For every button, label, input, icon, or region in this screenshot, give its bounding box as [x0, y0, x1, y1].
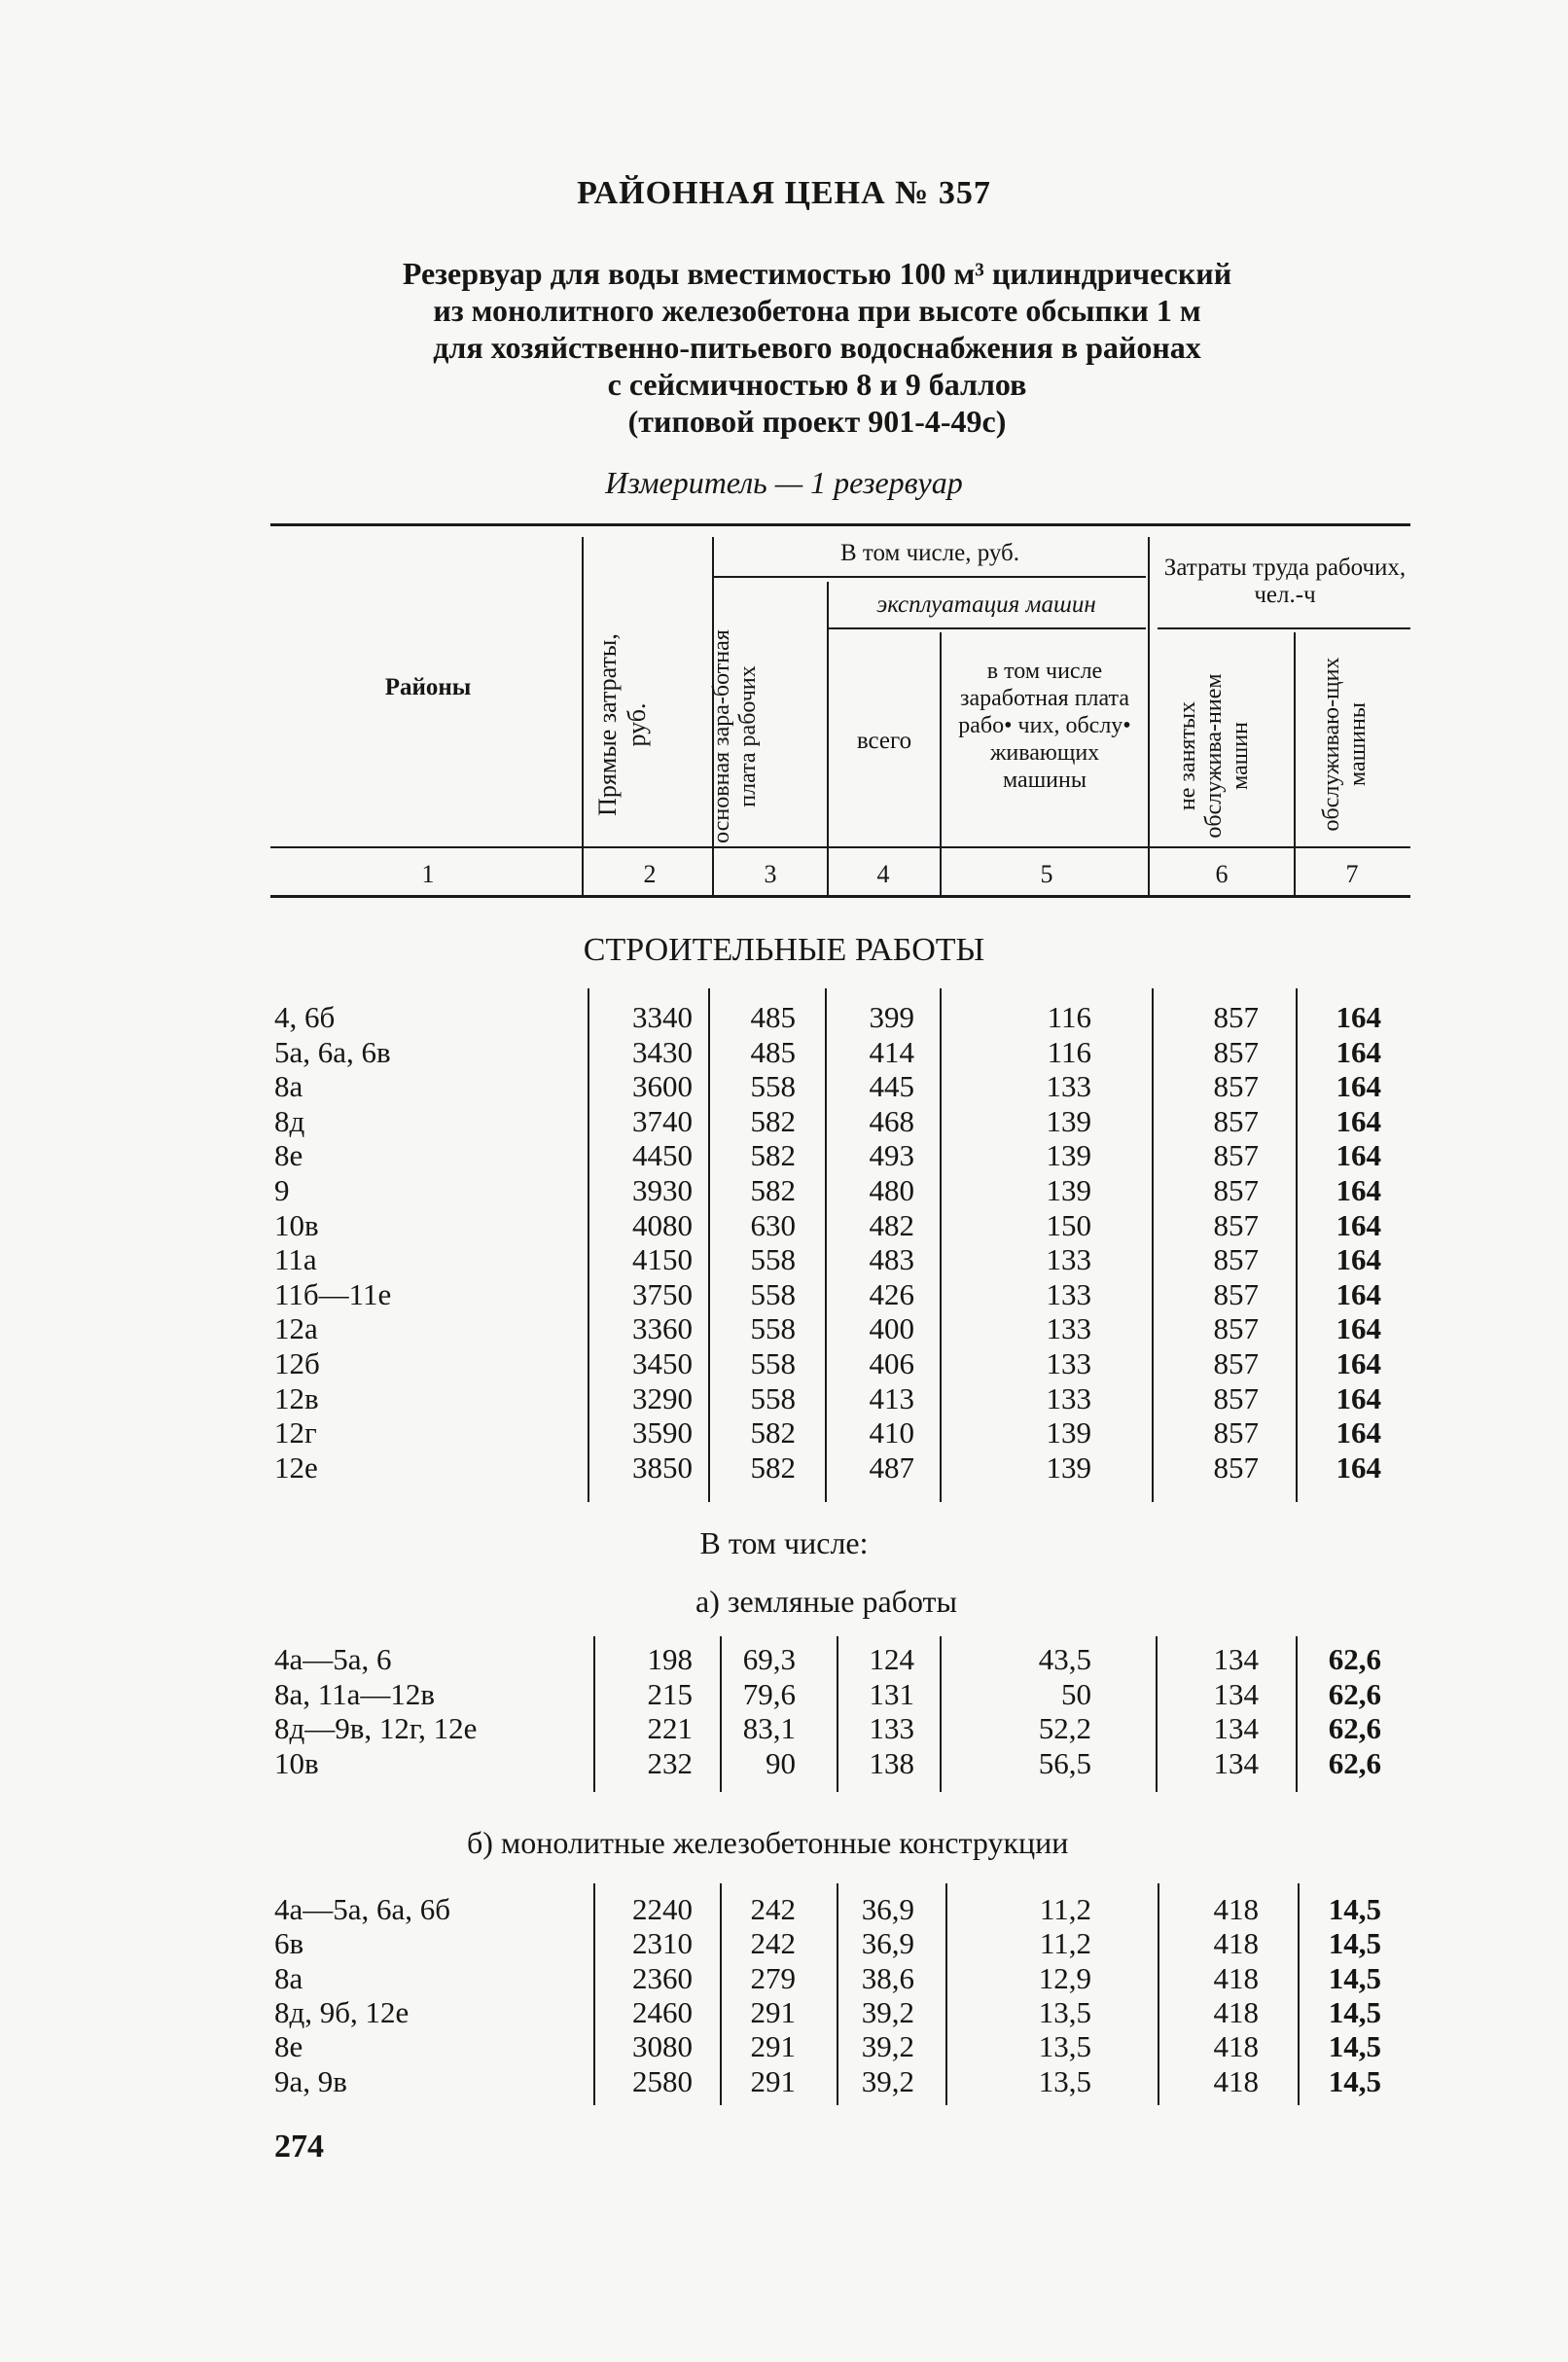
machines-total-cell: 483 [869, 1242, 914, 1277]
labor-machines-cell: 14,5 [1328, 1926, 1381, 1961]
page-number: 274 [274, 2129, 324, 2165]
machine-wage-cell: 133 [1046, 1380, 1091, 1415]
base-wage-cell: 69,3 [742, 1642, 796, 1676]
direct-costs-cell: 4150 [632, 1242, 693, 1277]
labor-not-machines-cell: 857 [1213, 1034, 1259, 1069]
machine-wage-cell: 13,5 [1038, 2063, 1091, 2098]
labor-not-machines-cell: 134 [1213, 1676, 1259, 1711]
machines-total-cell: 38,6 [861, 1960, 914, 1995]
labor-not-machines-cell: 857 [1213, 1449, 1259, 1485]
direct-costs-cell: 215 [647, 1676, 693, 1711]
table-row [0, 1242, 1568, 1276]
region-cell: 12е [274, 1449, 318, 1485]
labor-machines-cell: 164 [1336, 1276, 1381, 1311]
machines-total-cell: 445 [869, 1069, 914, 1104]
base-wage-cell: 242 [750, 1926, 796, 1961]
direct-costs-cell: 3360 [632, 1311, 693, 1346]
direct-costs-cell: 232 [647, 1745, 693, 1780]
region-cell: 9а, 9в [274, 2063, 347, 2098]
labor-machines-cell: 62,6 [1328, 1642, 1381, 1676]
base-wage-cell: 279 [750, 1960, 796, 1995]
labor-not-machines-cell: 857 [1213, 1276, 1259, 1311]
header-machine-wage: в том числе заработная плата рабо• чих, обслу• живающих машины [958, 659, 1131, 793]
direct-costs-cell: 2460 [632, 1994, 693, 2029]
labor-not-machines-cell: 418 [1213, 2063, 1259, 2098]
base-wage-cell: 582 [750, 1138, 796, 1173]
labor-machines-cell: 62,6 [1328, 1745, 1381, 1780]
machine-wage-cell: 133 [1046, 1276, 1091, 1311]
direct-costs-cell: 2360 [632, 1960, 693, 1995]
direct-costs-cell: 3740 [632, 1103, 693, 1138]
labor-machines-cell: 62,6 [1328, 1676, 1381, 1711]
labor-not-machines-cell: 134 [1213, 1745, 1259, 1780]
machine-wage-cell: 116 [1047, 1034, 1091, 1069]
group-labor-rule [1158, 627, 1410, 629]
machines-total-cell: 39,2 [861, 2029, 914, 2064]
base-wage-cell: 90 [766, 1745, 796, 1780]
column-number: 7 [1345, 860, 1359, 888]
table-row [0, 1208, 1568, 1242]
direct-costs-cell: 3340 [632, 1000, 693, 1034]
table-row [0, 1277, 1568, 1311]
base-wage-cell: 582 [750, 1415, 796, 1450]
base-wage-cell: 558 [750, 1346, 796, 1380]
labor-not-machines-cell: 857 [1213, 1346, 1259, 1380]
table-row [0, 1926, 1568, 1960]
header-base-wage: основная зара-ботная плата рабочих [709, 629, 761, 843]
machines-total-cell: 406 [869, 1346, 914, 1380]
base-wage-cell: 485 [750, 1034, 796, 1069]
region-cell: 8д—9в, 12г, 12е [274, 1711, 478, 1745]
machines-total-cell: 480 [869, 1173, 914, 1207]
header-labor-not-machines: не занятых обслужива-нием машин [1175, 673, 1253, 839]
subtitle [292, 255, 1342, 440]
labor-not-machines-cell: 857 [1213, 1311, 1259, 1346]
header-direct-costs: Прямые затраты, руб. [593, 633, 651, 816]
region-cell: 4а—5а, 6а, 6б [274, 1892, 451, 1926]
region-cell: 12в [274, 1380, 319, 1415]
table-row [0, 1035, 1568, 1069]
direct-costs-cell: 3600 [632, 1069, 693, 1104]
machine-wage-cell: 139 [1046, 1103, 1091, 1138]
labor-not-machines-cell: 134 [1213, 1711, 1259, 1745]
direct-costs-cell: 3850 [632, 1449, 693, 1485]
machine-wage-cell: 133 [1046, 1069, 1091, 1104]
direct-costs-cell: 2240 [632, 1892, 693, 1926]
region-cell: 10в [274, 1745, 319, 1780]
table-row [0, 1711, 1568, 1745]
labor-machines-cell: 164 [1336, 1138, 1381, 1173]
machines-total-cell: 413 [869, 1380, 914, 1415]
labor-not-machines-cell: 857 [1213, 1069, 1259, 1104]
base-wage-cell: 291 [750, 2029, 796, 2064]
labor-machines-cell: 164 [1336, 1449, 1381, 1485]
labor-machines-cell: 164 [1336, 1415, 1381, 1450]
subtitle-line: из монолитного железобетона при высоте обсыпки 1 м [433, 293, 1201, 328]
table-row [0, 1642, 1568, 1676]
header-vrule [1294, 632, 1296, 895]
machines-total-cell: 36,9 [861, 1892, 914, 1926]
machine-wage-cell: 139 [1046, 1173, 1091, 1207]
labor-not-machines-cell: 857 [1213, 1415, 1259, 1450]
base-wage-cell: 79,6 [742, 1676, 796, 1711]
region-cell: 4а—5а, 6 [274, 1642, 392, 1676]
region-cell: 11б—11е [274, 1276, 392, 1311]
labor-machines-cell: 164 [1336, 1173, 1381, 1207]
machines-total-cell: 39,2 [861, 2063, 914, 2098]
measure-unit: Измеритель — 1 резервуар [605, 465, 963, 500]
subtitle-line: для хозяйственно-питьевого водоснабжения в районах [433, 330, 1201, 365]
machines-total-cell: 410 [869, 1415, 914, 1450]
machine-wage-cell: 133 [1046, 1311, 1091, 1346]
region-cell: 8а, 11а—12в [274, 1676, 436, 1711]
labor-machines-cell: 164 [1336, 1380, 1381, 1415]
table-top-rule [270, 523, 1410, 526]
region-cell: 9 [274, 1173, 290, 1207]
column-number: 4 [876, 860, 890, 888]
region-cell: 4, 6б [274, 1000, 336, 1034]
header-machines-total: всего [856, 728, 912, 754]
labor-not-machines-cell: 857 [1213, 1138, 1259, 1173]
section-title: СТРОИТЕЛЬНЫЕ РАБОТЫ [583, 932, 985, 968]
table-row [0, 2029, 1568, 2063]
table-row [0, 1415, 1568, 1449]
header-vrule [827, 582, 829, 895]
table-row [0, 1069, 1568, 1103]
machine-wage-cell: 139 [1046, 1415, 1091, 1450]
base-wage-cell: 558 [750, 1069, 796, 1104]
machine-wage-cell: 11,2 [1039, 1892, 1091, 1926]
machines-total-cell: 414 [869, 1034, 914, 1069]
base-wage-cell: 582 [750, 1449, 796, 1485]
direct-costs-cell: 2580 [632, 2063, 693, 2098]
base-wage-cell: 242 [750, 1892, 796, 1926]
column-numbers-rule [270, 895, 1410, 898]
machines-total-cell: 426 [869, 1276, 914, 1311]
region-cell: 12а [274, 1311, 318, 1346]
labor-machines-cell: 164 [1336, 1207, 1381, 1242]
table-row [0, 1961, 1568, 1995]
labor-not-machines-cell: 418 [1213, 1960, 1259, 1995]
table-row [0, 1311, 1568, 1345]
group-rub-rule [712, 576, 1146, 578]
base-wage-cell: 558 [750, 1311, 796, 1346]
labor-not-machines-cell: 134 [1213, 1642, 1259, 1676]
table-row [0, 1450, 1568, 1485]
table-row [0, 1677, 1568, 1711]
table-row [0, 1746, 1568, 1780]
column-number: 6 [1215, 860, 1229, 888]
machine-wage-cell: 50 [1061, 1676, 1091, 1711]
table-row [0, 1138, 1568, 1172]
table-row [0, 1995, 1568, 2029]
direct-costs-cell: 3290 [632, 1380, 693, 1415]
machines-total-cell: 131 [869, 1676, 914, 1711]
header-vrule [1148, 537, 1150, 895]
direct-costs-cell: 3430 [632, 1034, 693, 1069]
labor-machines-cell: 164 [1336, 1103, 1381, 1138]
labor-machines-cell: 164 [1336, 1311, 1381, 1346]
header-group-machines: эксплуатация машин [876, 591, 1096, 618]
base-wage-cell: 485 [750, 1000, 796, 1034]
machines-total-cell: 487 [869, 1449, 914, 1485]
region-cell: 10в [274, 1207, 319, 1242]
labor-machines-cell: 164 [1336, 1242, 1381, 1277]
labor-machines-cell: 62,6 [1328, 1711, 1381, 1745]
base-wage-cell: 582 [750, 1103, 796, 1138]
region-cell: 8е [274, 1138, 303, 1173]
machines-total-cell: 399 [869, 1000, 914, 1034]
labor-machines-cell: 164 [1336, 1346, 1381, 1380]
base-wage-cell: 291 [750, 1994, 796, 2029]
labor-not-machines-cell: 857 [1213, 1380, 1259, 1415]
machines-total-cell: 124 [869, 1642, 914, 1676]
machines-total-cell: 400 [869, 1311, 914, 1346]
subsection-title: а) земляные работы [695, 1584, 958, 1619]
labor-not-machines-cell: 857 [1213, 1207, 1259, 1242]
machines-total-cell: 493 [869, 1138, 914, 1173]
base-wage-cell: 558 [750, 1276, 796, 1311]
labor-not-machines-cell: 857 [1213, 1173, 1259, 1207]
region-cell: 8е [274, 2029, 303, 2064]
header-group-labor: Затраты труда рабочих, чел.-ч [1163, 555, 1407, 608]
table-row [0, 1104, 1568, 1138]
base-wage-cell: 582 [750, 1173, 796, 1207]
subsection-title: б) монолитные железобетонные конструкции [467, 1825, 1069, 1860]
region-cell: 11а [274, 1242, 317, 1277]
labor-machines-cell: 164 [1336, 1069, 1381, 1104]
header-labor-machines: обслуживаю-щих машины [1319, 657, 1371, 832]
header-regions: Районы [384, 674, 472, 700]
table-row [0, 1173, 1568, 1207]
table-row [0, 1892, 1568, 1926]
direct-costs-cell: 198 [647, 1642, 693, 1676]
region-cell: 8д, 9б, 12е [274, 1994, 410, 2029]
region-cell: 8д [274, 1103, 305, 1138]
region-cell: 8а [274, 1960, 303, 1995]
column-number: 5 [1040, 860, 1053, 888]
base-wage-cell: 83,1 [742, 1711, 796, 1745]
direct-costs-cell: 221 [647, 1711, 693, 1745]
labor-machines-cell: 14,5 [1328, 2063, 1381, 2098]
region-cell: 12г [274, 1415, 317, 1450]
machines-total-cell: 468 [869, 1103, 914, 1138]
labor-not-machines-cell: 418 [1213, 1926, 1259, 1961]
table-row [0, 1346, 1568, 1380]
machine-wage-cell: 13,5 [1038, 2029, 1091, 2064]
machines-total-cell: 36,9 [861, 1926, 914, 1961]
labor-machines-cell: 164 [1336, 1034, 1381, 1069]
direct-costs-cell: 3080 [632, 2029, 693, 2064]
machine-wage-cell: 139 [1046, 1138, 1091, 1173]
machine-wage-cell: 13,5 [1038, 1994, 1091, 2029]
region-cell: 12б [274, 1346, 320, 1380]
machine-wage-cell: 133 [1046, 1346, 1091, 1380]
machine-wage-cell: 11,2 [1039, 1926, 1091, 1961]
labor-not-machines-cell: 418 [1213, 1892, 1259, 1926]
labor-not-machines-cell: 857 [1213, 1242, 1259, 1277]
machine-wage-cell: 150 [1046, 1207, 1091, 1242]
region-cell: 8а [274, 1069, 303, 1104]
column-number: 2 [643, 860, 657, 888]
machine-wage-cell: 52,2 [1038, 1711, 1091, 1745]
labor-machines-cell: 14,5 [1328, 1960, 1381, 1995]
group-machines-rule [827, 627, 1146, 629]
base-wage-cell: 630 [750, 1207, 796, 1242]
direct-costs-cell: 3930 [632, 1173, 693, 1207]
machine-wage-cell: 116 [1047, 1000, 1091, 1034]
machines-total-cell: 482 [869, 1207, 914, 1242]
machine-wage-cell: 12,9 [1038, 1960, 1091, 1995]
direct-costs-cell: 3450 [632, 1346, 693, 1380]
labor-machines-cell: 14,5 [1328, 2029, 1381, 2064]
machine-wage-cell: 133 [1046, 1242, 1091, 1277]
page-title: РАЙОННАЯ ЦЕНА № 357 [577, 175, 991, 211]
direct-costs-cell: 4080 [632, 1207, 693, 1242]
labor-machines-cell: 14,5 [1328, 1892, 1381, 1926]
direct-costs-cell: 2310 [632, 1926, 693, 1961]
labor-not-machines-cell: 857 [1213, 1103, 1259, 1138]
labor-not-machines-cell: 418 [1213, 2029, 1259, 2064]
table-row [0, 1000, 1568, 1034]
direct-costs-cell: 4450 [632, 1138, 693, 1173]
base-wage-cell: 558 [750, 1380, 796, 1415]
labor-machines-cell: 14,5 [1328, 1994, 1381, 2029]
machines-total-cell: 39,2 [861, 1994, 914, 2029]
header-vrule [940, 632, 942, 895]
column-number: 3 [764, 860, 777, 888]
labor-not-machines-cell: 857 [1213, 1000, 1259, 1034]
subtitle-line: (типовой проект 901-4-49с) [627, 404, 1007, 439]
header-group-rub: В том числе, руб. [839, 540, 1020, 566]
base-wage-cell: 291 [750, 2063, 796, 2098]
header-vrule [582, 537, 584, 895]
subtitle-line: Резервуар для воды вместимостью 100 м³ цилиндрический [402, 256, 1232, 291]
machines-total-cell: 133 [869, 1711, 914, 1745]
direct-costs-cell: 3750 [632, 1276, 693, 1311]
machine-wage-cell: 56,5 [1038, 1745, 1091, 1780]
region-cell: 6в [274, 1926, 304, 1961]
machine-wage-cell: 43,5 [1038, 1642, 1091, 1676]
machines-total-cell: 138 [869, 1745, 914, 1780]
base-wage-cell: 558 [750, 1242, 796, 1277]
region-cell: 5а, 6а, 6в [274, 1034, 391, 1069]
column-number: 1 [421, 860, 435, 888]
table-row [0, 2064, 1568, 2098]
machine-wage-cell: 139 [1046, 1449, 1091, 1485]
labor-not-machines-cell: 418 [1213, 1994, 1259, 2029]
including-label: В том числе: [699, 1525, 869, 1560]
subtitle-line: с сейсмичностью 8 и 9 баллов [607, 367, 1027, 402]
direct-costs-cell: 3590 [632, 1415, 693, 1450]
table-row [0, 1381, 1568, 1415]
labor-machines-cell: 164 [1336, 1000, 1381, 1034]
